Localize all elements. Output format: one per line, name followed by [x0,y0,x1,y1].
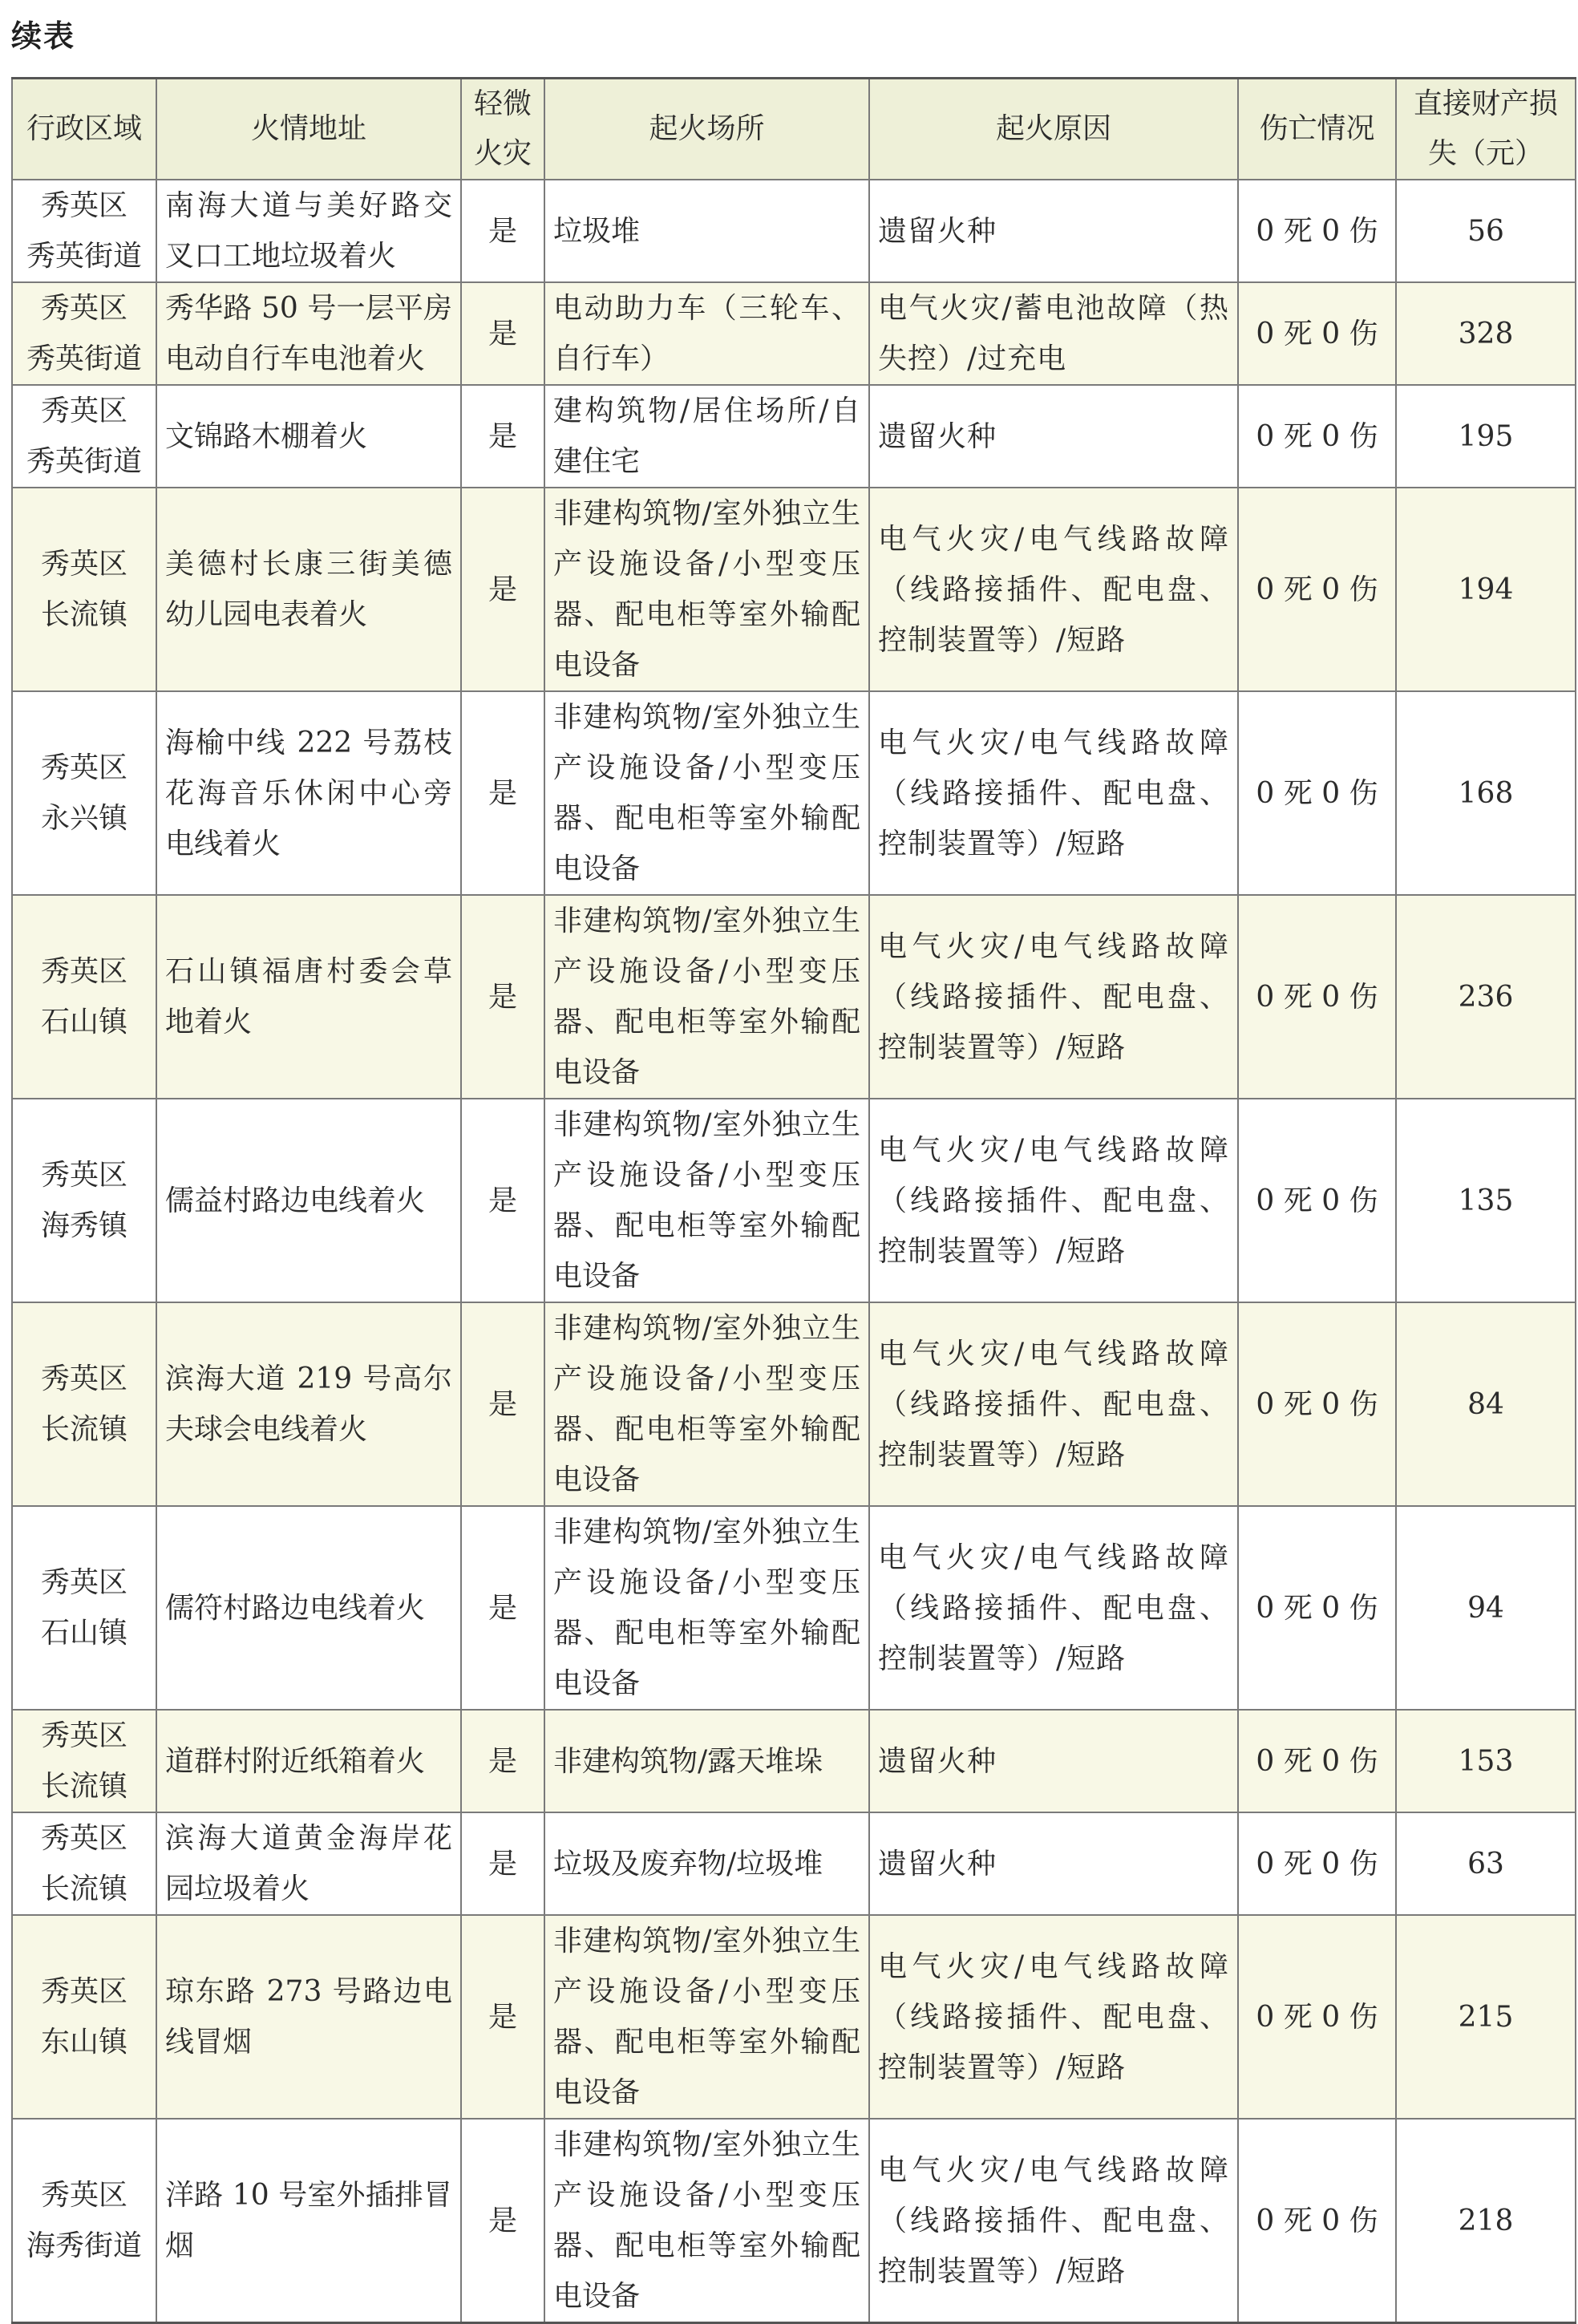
address-cell: 秀华路 50 号一层平房电动自行车电池着火 [156,282,461,385]
address-cell: 琼东路 273 号路边电线冒烟 [156,1915,461,2119]
district-name: 秀英区 [40,1159,127,1192]
table-row [12,1710,1576,1812]
place-cell: 建构筑物/居住场所/自建住宅 [544,385,869,488]
casualty-cell: 0 死 0 伤 [1238,2119,1396,2323]
loss-cell: 195 [1396,385,1576,488]
casualty-cell: 0 死 0 伤 [1238,1506,1396,1710]
subdistrict-name: 海秀镇 [40,1209,127,1242]
place-cell: 非建构筑物/室外独立生产设施设备/小型变压器、配电柜等室外输配电设备 [544,895,869,1099]
minor-fire-cell: 是 [461,1099,544,1302]
table-row [12,282,1576,385]
loss-cell: 218 [1396,2119,1576,2323]
cause-cell: 电气火灾/电气线路故障（线路接插件、配电盘、控制装置等）/短路 [869,1506,1238,1710]
casualty-cell: 0 死 0 伤 [1238,282,1396,385]
address-cell: 洋路 10 号室外插排冒烟 [156,2119,461,2323]
district-cell [12,385,156,488]
district-name: 秀英区 [40,292,127,325]
cause-cell: 电气火灾/电气线路故障（线路接插件、配电盘、控制装置等）/短路 [869,1915,1238,2119]
minor-fire-cell: 是 [461,488,544,691]
place-cell: 非建构筑物/室外独立生产设施设备/小型变压器、配电柜等室外输配电设备 [544,1099,869,1302]
casualty-cell: 0 死 0 伤 [1238,180,1396,282]
minor-fire-cell: 是 [461,282,544,385]
district-name: 秀英区 [40,548,127,581]
header-casualty: 伤亡情况 [1238,79,1396,180]
subdistrict-name: 长流镇 [40,1873,127,1905]
table-row [12,488,1576,691]
address-cell: 文锦路木棚着火 [156,385,461,488]
cause-cell: 电气火灾/蓄电池故障（热失控）/过充电 [869,282,1238,385]
district-cell [12,180,156,282]
table-row [12,385,1576,488]
place-cell: 非建构筑物/室外独立生产设施设备/小型变压器、配电柜等室外输配电设备 [544,1302,869,1506]
cause-cell: 电气火灾/电气线路故障（线路接插件、配电盘、控制装置等）/短路 [869,1302,1238,1506]
district-cell [12,282,156,385]
district-cell [12,691,156,895]
casualty-cell: 0 死 0 伤 [1238,895,1396,1099]
minor-fire-cell: 是 [461,180,544,282]
subdistrict-name: 长流镇 [40,598,127,631]
table-body [12,180,1576,2323]
minor-fire-cell: 是 [461,2119,544,2323]
address-cell: 儒益村路边电线着火 [156,1099,461,1302]
cause-cell: 电气火灾/电气线路故障（线路接插件、配电盘、控制装置等）/短路 [869,691,1238,895]
cause-cell: 遗留火种 [869,180,1238,282]
loss-cell: 56 [1396,180,1576,282]
address-cell: 南海大道与美好路交叉口工地垃圾着火 [156,180,461,282]
place-cell: 垃圾及废弃物/垃圾堆 [544,1812,869,1915]
table-row [12,2119,1576,2323]
cause-cell: 遗留火种 [869,1710,1238,1812]
table-row [12,1302,1576,1506]
minor-fire-cell: 是 [461,1506,544,1710]
district-cell [12,1812,156,1915]
subdistrict-name: 秀英街道 [26,342,142,375]
header-row [12,79,1576,180]
header-cause: 起火原因 [869,79,1238,180]
header-address: 火情地址 [156,79,461,180]
district-name: 秀英区 [40,2179,127,2212]
fire-incident-table [11,77,1576,2324]
subdistrict-name: 长流镇 [40,1770,127,1803]
loss-cell: 153 [1396,1710,1576,1812]
header-loss: 直接财产损失（元） [1396,79,1576,180]
minor-fire-cell: 是 [461,1710,544,1812]
district-name: 秀英区 [40,1975,127,2008]
subdistrict-name: 石山镇 [40,1617,127,1650]
casualty-cell: 0 死 0 伤 [1238,488,1396,691]
casualty-cell: 0 死 0 伤 [1238,1099,1396,1302]
cause-cell: 电气火灾/电气线路故障（线路接插件、配电盘、控制装置等）/短路 [869,2119,1238,2323]
place-cell: 垃圾堆 [544,180,869,282]
subdistrict-name: 秀英街道 [26,240,142,273]
cause-cell: 电气火灾/电气线路故障（线路接插件、配电盘、控制装置等）/短路 [869,488,1238,691]
subdistrict-name: 秀英街道 [26,445,142,478]
subdistrict-name: 长流镇 [40,1413,127,1446]
address-cell: 石山镇福唐村委会草地着火 [156,895,461,1099]
loss-cell: 236 [1396,895,1576,1099]
minor-fire-cell: 是 [461,1302,544,1506]
minor-fire-cell: 是 [461,385,544,488]
district-name: 秀英区 [40,751,127,784]
district-name: 秀英区 [40,1822,127,1855]
loss-cell: 94 [1396,1506,1576,1710]
table-row [12,1812,1576,1915]
loss-cell: 328 [1396,282,1576,385]
district-cell [12,2119,156,2323]
minor-fire-cell: 是 [461,1915,544,2119]
place-cell: 非建构筑物/室外独立生产设施设备/小型变压器、配电柜等室外输配电设备 [544,2119,869,2323]
page-heading: 续表 [11,18,76,54]
casualty-cell: 0 死 0 伤 [1238,1812,1396,1915]
district-name: 秀英区 [40,1719,127,1752]
address-cell: 美德村长康三街美德幼儿园电表着火 [156,488,461,691]
header-district: 行政区域 [12,79,156,180]
table-row [12,895,1576,1099]
table-row [12,1506,1576,1710]
address-cell: 海榆中线 222 号荔枝花海音乐休闲中心旁电线着火 [156,691,461,895]
district-name: 秀英区 [40,955,127,988]
district-cell [12,1506,156,1710]
loss-cell: 84 [1396,1302,1576,1506]
place-cell: 非建构筑物/室外独立生产设施设备/小型变压器、配电柜等室外输配电设备 [544,1506,869,1710]
loss-cell: 135 [1396,1099,1576,1302]
cause-cell: 遗留火种 [869,385,1238,488]
district-cell [12,895,156,1099]
loss-cell: 194 [1396,488,1576,691]
district-name: 秀英区 [40,1566,127,1599]
place-cell: 非建构筑物/室外独立生产设施设备/小型变压器、配电柜等室外输配电设备 [544,691,869,895]
place-cell: 非建构筑物/室外独立生产设施设备/小型变压器、配电柜等室外输配电设备 [544,1915,869,2119]
address-cell: 道群村附近纸箱着火 [156,1710,461,1812]
header-minor-fire: 轻微火灾 [461,79,544,180]
district-cell [12,1302,156,1506]
cause-cell: 电气火灾/电气线路故障（线路接插件、配电盘、控制装置等）/短路 [869,895,1238,1099]
district-name: 秀英区 [40,395,127,427]
loss-cell: 63 [1396,1812,1576,1915]
table-row [12,180,1576,282]
casualty-cell: 0 死 0 伤 [1238,1302,1396,1506]
place-cell: 非建构筑物/露天堆垛 [544,1710,869,1812]
loss-cell: 215 [1396,1915,1576,2119]
subdistrict-name: 石山镇 [40,1006,127,1039]
minor-fire-cell: 是 [461,895,544,1099]
table-row [12,691,1576,895]
cause-cell: 遗留火种 [869,1812,1238,1915]
subdistrict-name: 东山镇 [40,2026,127,2059]
district-cell [12,1099,156,1302]
minor-fire-cell: 是 [461,1812,544,1915]
table-row [12,1915,1576,2119]
district-cell [12,488,156,691]
header-place: 起火场所 [544,79,869,180]
casualty-cell: 0 死 0 伤 [1238,1710,1396,1812]
cause-cell: 电气火灾/电气线路故障（线路接插件、配电盘、控制装置等）/短路 [869,1099,1238,1302]
casualty-cell: 0 死 0 伤 [1238,691,1396,895]
address-cell: 滨海大道 219 号高尔夫球会电线着火 [156,1302,461,1506]
district-name: 秀英区 [40,189,127,222]
minor-fire-cell: 是 [461,691,544,895]
loss-cell: 168 [1396,691,1576,895]
subdistrict-name: 海秀街道 [26,2229,142,2262]
address-cell: 滨海大道黄金海岸花园垃圾着火 [156,1812,461,1915]
subdistrict-name: 永兴镇 [40,802,127,835]
casualty-cell: 0 死 0 伤 [1238,1915,1396,2119]
table-row [12,1099,1576,1302]
place-cell: 电动助力车（三轮车、自行车） [544,282,869,385]
district-cell [12,1710,156,1812]
place-cell: 非建构筑物/室外独立生产设施设备/小型变压器、配电柜等室外输配电设备 [544,488,869,691]
district-cell [12,1915,156,2119]
district-name: 秀英区 [40,1362,127,1395]
address-cell: 儒符村路边电线着火 [156,1506,461,1710]
casualty-cell: 0 死 0 伤 [1238,385,1396,488]
